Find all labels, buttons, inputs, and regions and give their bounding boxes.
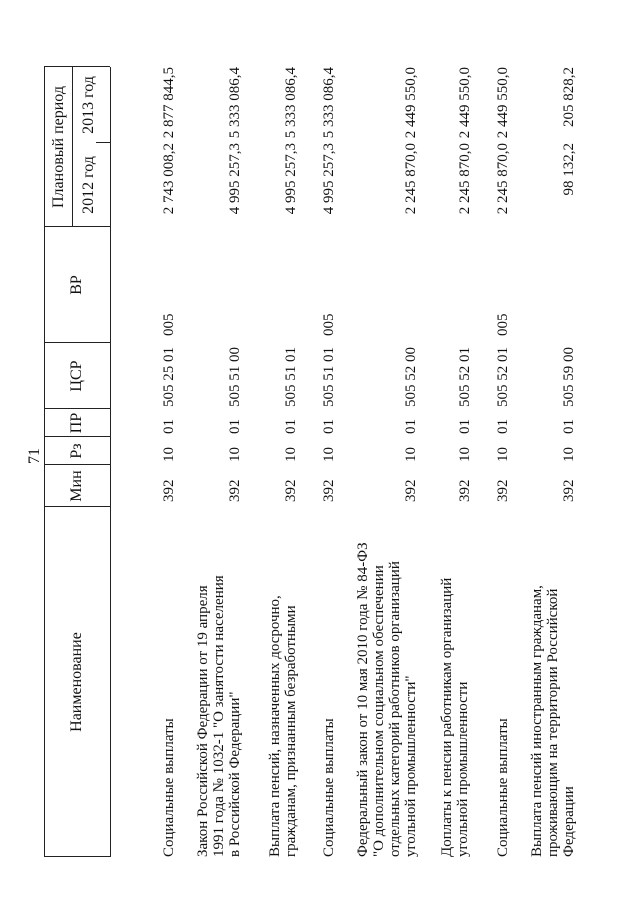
row-rz: 10 [321, 447, 337, 462]
row-value-2013: 5 333 086,4 [321, 67, 337, 139]
row-name: Выплата пенсий, назначенных досрочно, гражданам, признанным безработными [267, 595, 299, 857]
row-pr: 01 [561, 419, 577, 434]
row-min: 392 [283, 479, 299, 502]
row-value-2012: 4 995 257,3 [283, 143, 299, 215]
row-value-2012: 4 995 257,3 [321, 143, 337, 215]
row-csr: 505 51 01 [321, 347, 337, 407]
row-min: 392 [321, 479, 337, 502]
row-min: 392 [561, 479, 577, 502]
row-name: Социальные выплаты [321, 718, 337, 857]
row-value-2012: 2 743 008,2 [161, 143, 177, 215]
header-year-2013: 2013 год [80, 76, 97, 134]
row-csr: 505 52 01 [457, 347, 473, 407]
table-header-bottom-border [110, 67, 111, 857]
row-value-2012: 2 245 870,0 [403, 143, 419, 215]
row-name: Закон Российской Федерации от 19 апреля 1991 года № 1032-1 "О занятости населения в Российской Федерации" [195, 575, 243, 857]
row-pr: 01 [403, 419, 419, 434]
header-rz: Рз [68, 443, 85, 459]
row-vr: 005 [495, 313, 511, 336]
row-value-2013: 5 333 086,4 [283, 67, 299, 139]
row-value-2012: 2 245 870,0 [495, 143, 511, 215]
col-divider-year [96, 142, 110, 143]
row-name: Доплаты к пенсии работникам организаций угольной промышленности [439, 577, 471, 857]
row-min: 392 [457, 479, 473, 502]
row-value-2013: 2 449 550,0 [403, 67, 419, 139]
row-rz: 10 [403, 447, 419, 462]
header-vr: ВР [68, 275, 85, 295]
row-value-2013: 2 877 844,5 [161, 67, 177, 139]
row-csr: 505 59 00 [561, 347, 577, 407]
row-value-2012: 4 995 257,3 [227, 143, 243, 215]
row-value-2013: 5 333 086,4 [227, 67, 243, 139]
row-pr: 01 [457, 419, 473, 434]
row-csr: 505 51 00 [227, 347, 243, 407]
row-csr: 505 52 00 [403, 347, 419, 407]
row-value-2013: 2 449 550,0 [457, 67, 473, 139]
row-value-2012: 98 132,2 [561, 143, 577, 196]
row-min: 392 [495, 479, 511, 502]
table-top-border [44, 67, 45, 857]
row-rz: 10 [495, 447, 511, 462]
row-name: Социальные выплаты [161, 718, 177, 857]
row-rz: 10 [283, 447, 299, 462]
row-value-2012: 2 245 870,0 [457, 143, 473, 215]
row-rz: 10 [227, 447, 243, 462]
budget-table [44, 67, 584, 857]
row-rz: 10 [161, 447, 177, 462]
planned-period-divider [72, 67, 73, 227]
row-pr: 01 [227, 419, 243, 434]
header-planned-period: Плановый период [50, 86, 67, 208]
row-name: Федеральный закон от 10 мая 2010 года № 84-ФЗ "О дополнительном социальном обеспечении отдельных категорий работников организаций угольной промышленности" [355, 542, 419, 857]
row-name: Социальные выплаты [495, 718, 511, 857]
row-pr: 01 [495, 419, 511, 434]
row-pr: 01 [283, 419, 299, 434]
row-rz: 10 [457, 447, 473, 462]
row-name: Выплата пенсий иностранным гражданам, проживающим на территории Российской Федерации [529, 585, 577, 857]
header-pr: ПР [68, 412, 85, 434]
row-vr: 005 [161, 313, 177, 336]
header-csr: ЦСР [68, 360, 85, 392]
row-vr: 005 [321, 313, 337, 336]
row-csr: 505 25 01 [161, 347, 177, 407]
row-pr: 01 [161, 419, 177, 434]
row-csr: 505 52 01 [495, 347, 511, 407]
row-rz: 10 [561, 447, 577, 462]
row-pr: 01 [321, 419, 337, 434]
row-value-2013: 2 449 550,0 [495, 67, 511, 139]
row-min: 392 [403, 479, 419, 502]
header-name: Наименование [68, 632, 85, 732]
page-number: 71 [26, 448, 43, 464]
header-year-2012: 2012 год [80, 156, 97, 214]
row-value-2013: 205 828,2 [561, 67, 577, 127]
header-min: Мин [68, 470, 85, 502]
row-min: 392 [161, 479, 177, 502]
row-min: 392 [227, 479, 243, 502]
row-csr: 505 51 01 [283, 347, 299, 407]
